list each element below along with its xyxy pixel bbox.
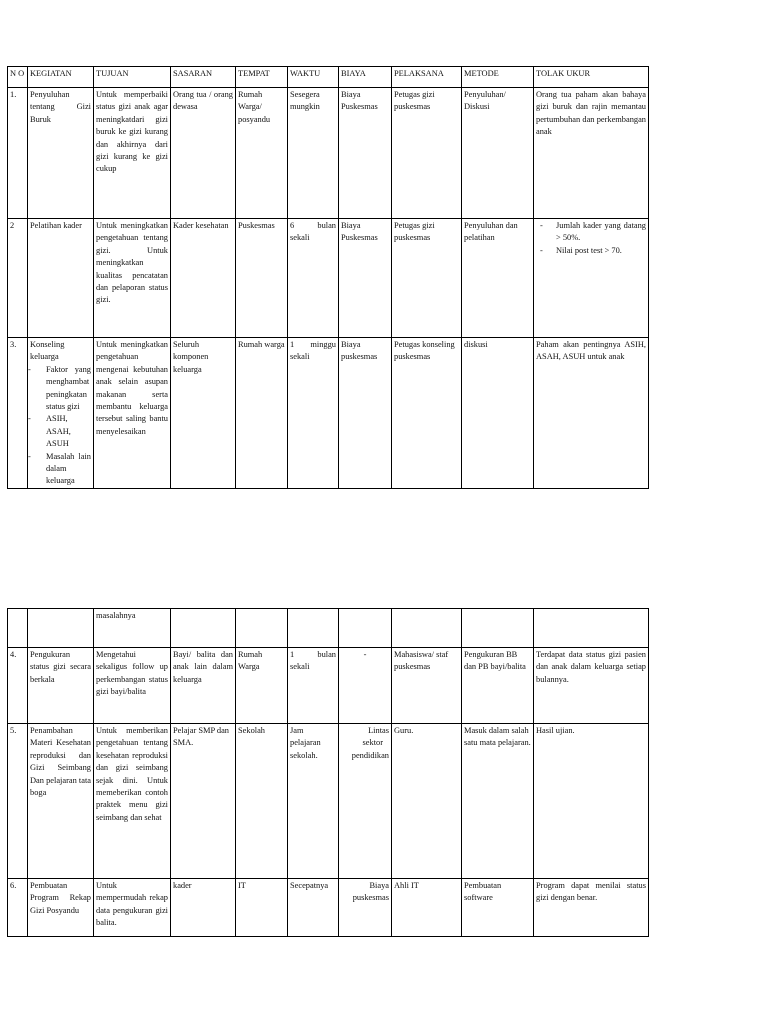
- cell-kegiatan: Pelatihan kader: [28, 219, 94, 338]
- cell-waktu: Jam pelajaran sekolah.: [288, 724, 339, 879]
- table-row: [8, 724, 649, 879]
- cell-biaya: [339, 724, 392, 879]
- cell-biaya: Biaya puskesmas: [339, 879, 392, 937]
- cell-tujuan: Untuk mempermudah rekap data pengukuran gizi balita.: [94, 879, 171, 937]
- list-item: - Masalah lain dalam keluarga: [36, 451, 91, 488]
- biaya-line: sektor: [362, 738, 383, 748]
- header-biaya: BIAYA: [339, 67, 392, 88]
- header-pelaksana: PELAKSANA: [392, 67, 462, 88]
- cell-pelaksana: Guru.: [392, 724, 462, 879]
- cell-tempat: IT: [236, 879, 288, 937]
- cell-tujuan: Untuk memperbaiki status gizi anak agar meningkatdari gizi buruk ke gizi kurang dan akhirnya dari gizi kurang ke gizi cukup: [94, 88, 171, 219]
- cell-waktu: 1 bulan sekali: [288, 648, 339, 724]
- list-item: - ASIH, ASAH, ASUH: [36, 413, 91, 450]
- cell-pelaksana: Ahli IT: [392, 879, 462, 937]
- program-table-part-1: [7, 66, 649, 489]
- cell-waktu: Secepatnya: [288, 879, 339, 937]
- header-tempat: TEMPAT: [236, 67, 288, 88]
- header-tujuan: TUJUAN: [94, 67, 171, 88]
- cell-waktu: Sesegera mungkin: [288, 88, 339, 219]
- header-tolak-ukur: TOLAK UKUR: [534, 67, 649, 88]
- biaya-line: Lintas: [368, 726, 389, 735]
- cell-sasaran: Pelajar SMP dan SMA.: [171, 724, 236, 879]
- cell-tolak-ukur: Orang tua paham akan bahaya gizi buruk dan rajin memantau pertumbuhan dan perkembangan anak: [534, 88, 649, 219]
- header-row: [8, 67, 649, 88]
- list-item: - Nilai post test > 70.: [536, 245, 646, 257]
- cell-metode: Masuk dalam salah satu mata pelajaran.: [462, 724, 534, 879]
- cell-no: 3.: [8, 338, 28, 489]
- cell-metode: Pembuatan software: [462, 879, 534, 937]
- program-table-part-2: [7, 608, 649, 937]
- cell-tempat: Rumah Warga/ posyandu: [236, 88, 288, 219]
- cell-biaya: Biaya Puskesmas: [339, 219, 392, 338]
- cell-tujuan: Untuk memberikan pengetahuan tentang kesehatan reproduksi dan gizi seimbang sejak dini. Untuk memeberikan contoh praktek menu gizi seimbang dan sehat: [94, 724, 171, 879]
- list-item: - Faktor yang menghambat peningkatan status gizi: [36, 364, 91, 414]
- table-row: [8, 609, 649, 648]
- cell-tempat: Rumah warga: [236, 338, 288, 489]
- cell-no: 4.: [8, 648, 28, 724]
- cell-kegiatan: Penambahan Materi Kesehatan reproduksi dan Gizi Seimbang Dan pelajaran tata boga: [28, 724, 94, 879]
- header-sasaran: SASARAN: [171, 67, 236, 88]
- cell-kegiatan: [28, 338, 94, 489]
- cell-tujuan: masalahnya: [94, 609, 171, 648]
- cell-sasaran: Seluruh komponen keluarga: [171, 338, 236, 489]
- cell-sasaran: Orang tua / orang dewasa: [171, 88, 236, 219]
- cell-biaya: Biaya Puskesmas: [339, 88, 392, 219]
- table-row: [8, 879, 649, 937]
- kegiatan-list: [30, 364, 91, 488]
- table-row: [8, 338, 649, 489]
- tolak-ukur-list: [536, 220, 646, 257]
- biaya-line: pendidikan: [351, 750, 389, 760]
- cell-no: 6.: [8, 879, 28, 937]
- cell-pelaksana: Mahasiswa/ staf puskesmas: [392, 648, 462, 724]
- header-no: N O: [8, 67, 28, 88]
- cell-tolak-ukur: Program dapat menilai status gizi dengan benar.: [534, 879, 649, 937]
- cell-sasaran: kader: [171, 879, 236, 937]
- cell-biaya: -: [339, 648, 392, 724]
- cell-waktu: 1 minggu sekali: [288, 338, 339, 489]
- table-row: [8, 88, 649, 219]
- kegiatan-title: Konseling keluarga: [30, 340, 65, 362]
- cell-no: 5.: [8, 724, 28, 879]
- cell-metode: Penyuluhan dan pelatihan: [462, 219, 534, 338]
- cell-metode: Penyuluhan/ Diskusi: [462, 88, 534, 219]
- cell-sasaran: Kader kesehatan: [171, 219, 236, 338]
- cell-pelaksana: Petugas gizi puskesmas: [392, 88, 462, 219]
- cell-sasaran: Bayi/ balita dan anak lain dalam keluarga: [171, 648, 236, 724]
- header-waktu: WAKTU: [288, 67, 339, 88]
- cell-tujuan: Untuk meningkatkan pengetahuan mengenai kebutuhan anak selain asupan makanan serta membantu keluarga tersebut saling bantu menyelesaikan: [94, 338, 171, 489]
- cell-kegiatan: Pembuatan Program Rekap Gizi Posyandu: [28, 879, 94, 937]
- cell-pelaksana: Petugas konseling puskesmas: [392, 338, 462, 489]
- cell-tolak-ukur: Paham akan pentingnya ASIH, ASAH, ASUH untuk anak: [534, 338, 649, 489]
- header-kegiatan: KEGIATAN: [28, 67, 94, 88]
- table-row: [8, 219, 649, 338]
- cell-kegiatan: Pengukuran status gizi secara berkala: [28, 648, 94, 724]
- cell-tujuan: Mengetahui sekaligus follow up perkembangan status gizi bayi/balita: [94, 648, 171, 724]
- cell-kegiatan: Penyuluhan tentang Gizi Buruk: [28, 88, 94, 219]
- cell-no: 1.: [8, 88, 28, 219]
- cell-metode: Pengukuran BB dan PB bayi/balita: [462, 648, 534, 724]
- cell-tempat: Puskesmas: [236, 219, 288, 338]
- cell-no: 2: [8, 219, 28, 338]
- cell-tolak-ukur: [534, 219, 649, 338]
- list-item: - Jumlah kader yang datang > 50%.: [536, 220, 646, 245]
- cell-tujuan: Untuk meningkatkan pengetahuan tentang gizi. Untuk meningkatkan kualitas pencatatan dan pelaporan status gizi.: [94, 219, 171, 338]
- cell-tolak-ukur: Hasil ujian.: [534, 724, 649, 879]
- cell-biaya: Biaya puskesmas: [339, 338, 392, 489]
- cell-tempat: Rumah Warga: [236, 648, 288, 724]
- cell-tempat: Sekolah: [236, 724, 288, 879]
- cell-tolak-ukur: Terdapat data status gizi pasien dan anak dalam keluarga setiap bulannya.: [534, 648, 649, 724]
- cell-metode: diskusi: [462, 338, 534, 489]
- cell-waktu: 6 bulan sekali: [288, 219, 339, 338]
- header-metode: METODE: [462, 67, 534, 88]
- cell-pelaksana: Petugas gizi puskesmas: [392, 219, 462, 338]
- table-row: [8, 648, 649, 724]
